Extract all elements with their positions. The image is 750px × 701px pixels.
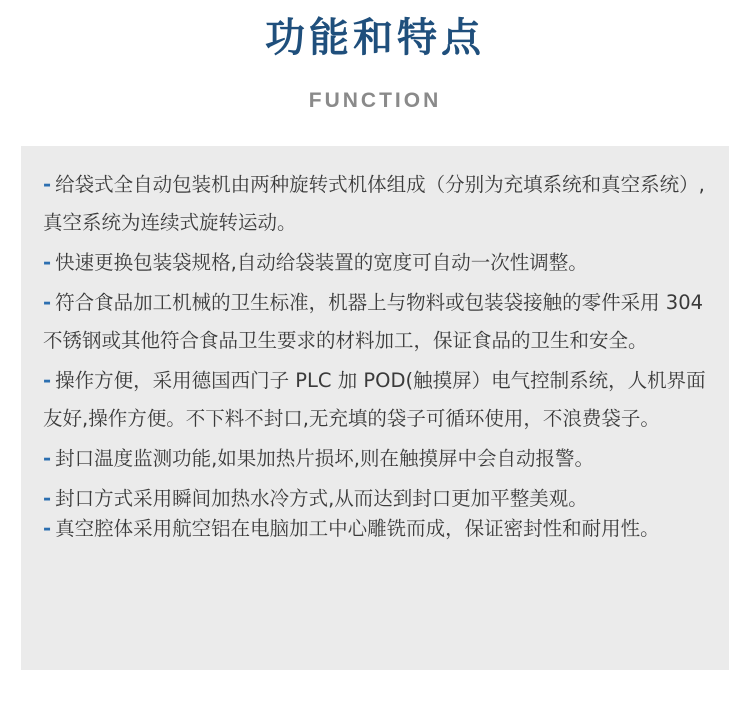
feature-text: 真空腔体采用航空铝在电脑加工中心雕铣而成，保证密封性和耐用性。: [55, 517, 660, 540]
bullet-dash: -: [43, 487, 52, 510]
feature-text: 符合食品加工机械的卫生标准，机器上与物料或包装袋接触的零件采用 304 不锈钢或其他符合食品卫生要求的材料加工，保证食品的卫生和安全。: [43, 291, 704, 352]
bullet-dash: -: [43, 251, 52, 274]
page-title: 功能和特点: [265, 15, 485, 61]
feature-item-3: [43, 284, 711, 360]
feature-text: 快速更换包装袋规格,自动给袋装置的宽度可自动一次性调整。: [55, 251, 588, 274]
feature-item-7: [43, 510, 711, 548]
page-subtitle: FUNCTION: [308, 89, 442, 112]
bullet-dash: -: [43, 369, 52, 392]
bullet-dash: -: [43, 173, 52, 196]
feature-item-5: [43, 440, 711, 478]
feature-text: 封口温度监测功能,如果加热片损坏,则在触摸屏中会自动报警。: [55, 447, 594, 470]
feature-text: 封口方式采用瞬间加热水冷方式,从而达到封口更加平整美观。: [55, 487, 588, 510]
feature-item-1: [43, 166, 711, 242]
feature-list: [43, 166, 711, 550]
feature-item-4: [43, 362, 711, 438]
bullet-dash: -: [43, 447, 52, 470]
feature-text: 操作方便，采用德国西门子 PLC 加 POD(触摸屏）电气控制系统，人机界面友好,操作方便。不下料不封口,无充填的袋子可循环使用，不浪费袋子。: [43, 369, 706, 430]
bullet-dash: -: [43, 517, 52, 540]
feature-panel: [21, 146, 729, 670]
feature-text: 给袋式全自动包装机由两种旋转式机体组成（分别为充填系统和真空系统）,真空系统为连续式旋转运动。: [43, 173, 705, 234]
feature-item-2: [43, 244, 711, 282]
bullet-dash: -: [43, 291, 52, 314]
